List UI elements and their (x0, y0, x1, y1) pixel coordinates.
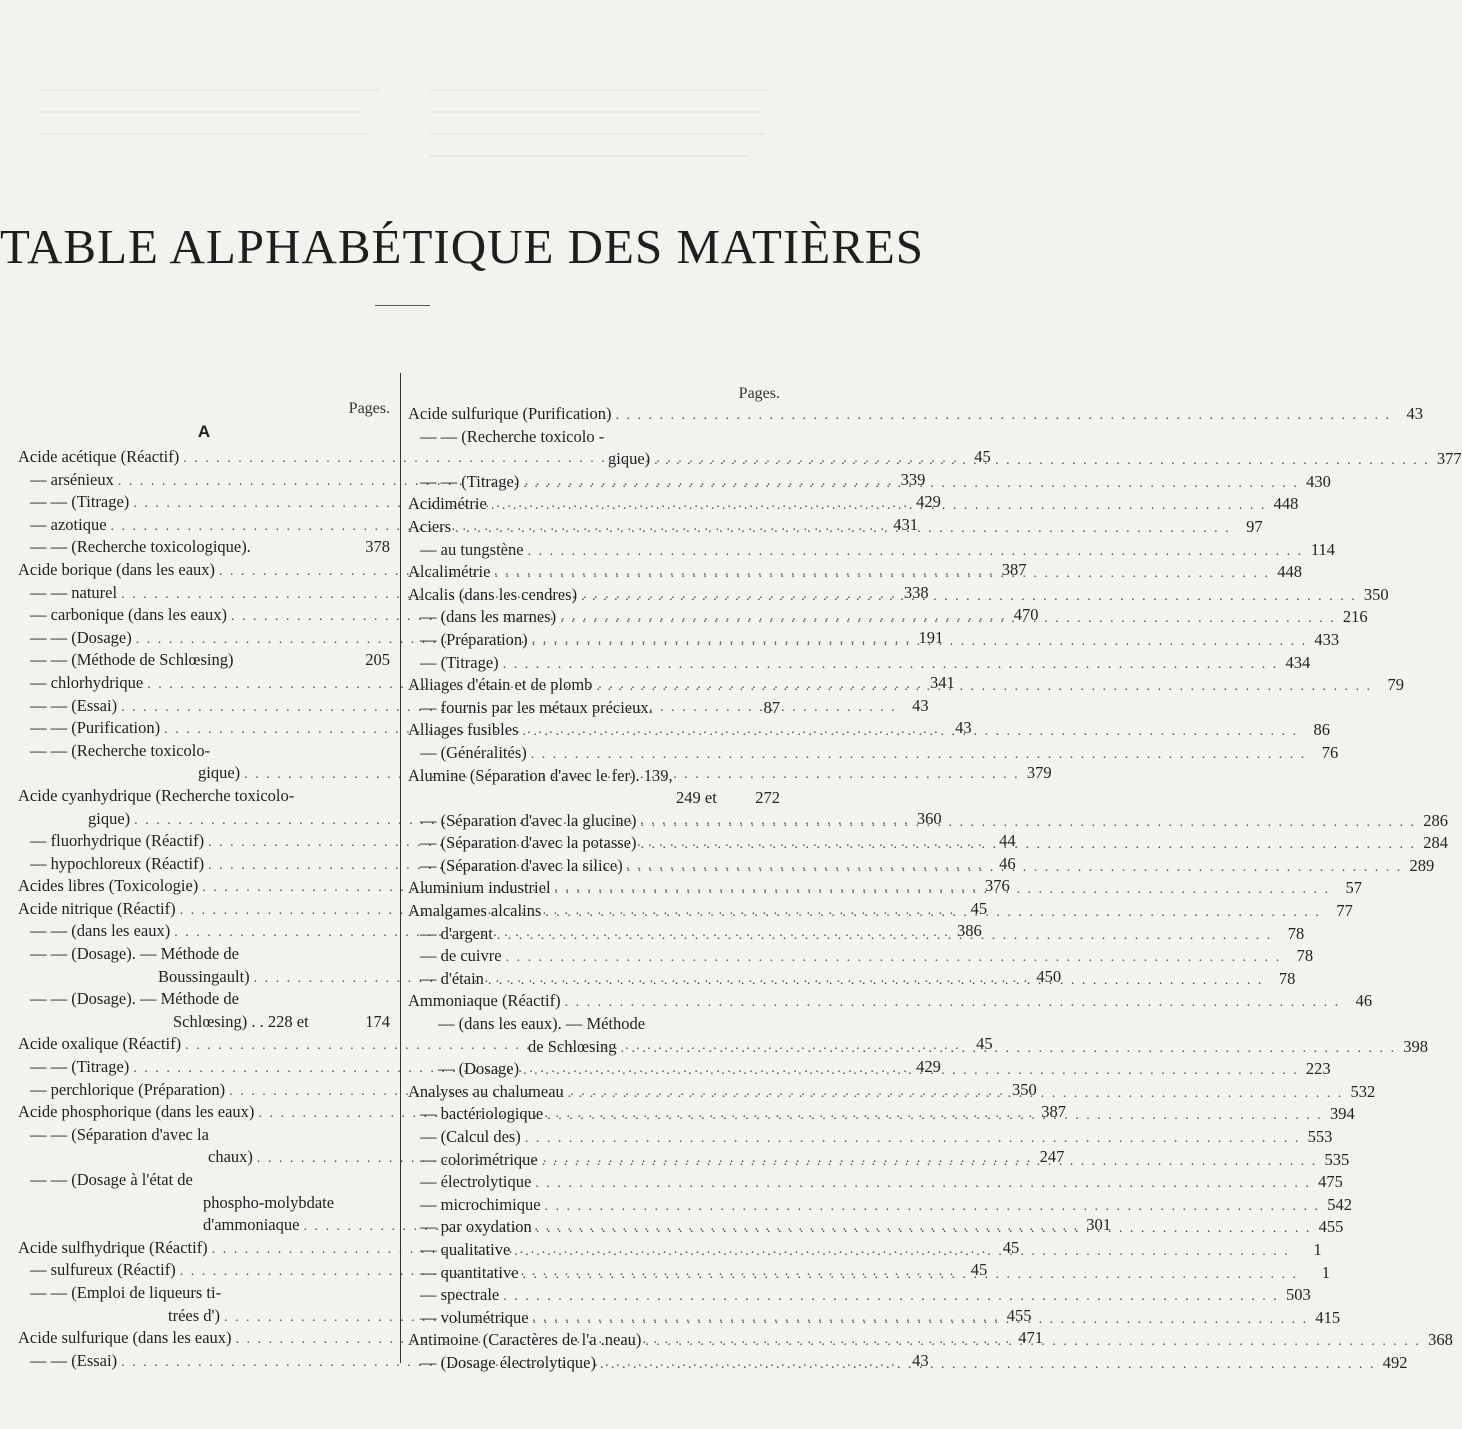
page-number: 394 (1330, 1104, 1355, 1124)
page-number: 378 (365, 537, 390, 557)
entry-text: — électrolytique (420, 1172, 532, 1192)
entry-text: Alumine (Séparation d'avec le fer). 139, (408, 765, 673, 785)
entry-text: — — (Essai) (30, 1350, 118, 1370)
page-number: 272 (755, 788, 780, 808)
entry-text: Acide sulfurique (Purification) (408, 404, 612, 423)
entry-text: Alliages fusibles (408, 720, 519, 740)
dot-leader (547, 1105, 1323, 1128)
page-number: 45 (976, 1034, 993, 1054)
page-number: 448 (1277, 562, 1302, 582)
dot-leader (581, 586, 1357, 609)
entry-text: — — (dans les eaux) (30, 921, 171, 941)
entry-text: — sulfureux (Réactif) (30, 1260, 176, 1280)
entry-text: de Schlœsing (528, 1036, 617, 1056)
page-number: 301 (1086, 1215, 1111, 1235)
page-title: TABLE ALPHABÉTIQUE DES MATIÈRES (0, 219, 925, 274)
entry-text: — arsénieux (30, 469, 114, 489)
page-number: 455 (1318, 1217, 1344, 1237)
index-entry (18, 649, 390, 672)
entry-text: trées d') (168, 1305, 220, 1325)
page-number: 379 (1026, 763, 1052, 783)
entry-text: — — (Méthode de Schlœsing) (30, 650, 234, 670)
page-number: 114 (1310, 539, 1336, 559)
entry-text: — volumétrique (420, 1307, 529, 1327)
entry-text: Acide cyanhydrique (Recherche toxicolo- (18, 785, 295, 805)
entry-text: Acide acétique (Réactif) (18, 447, 180, 466)
entry-text: — (Séparation d'avec la silice) (420, 855, 623, 875)
page-number: 434 (1285, 652, 1311, 672)
page-number: 475 (1318, 1172, 1343, 1192)
page-number: 350 (1363, 584, 1389, 604)
page-number: 46 (999, 853, 1016, 873)
entry-text: — hypochloreux (Réactif) (30, 853, 205, 873)
dot-leader (535, 1173, 1311, 1196)
entry-text: — au tungstène (420, 539, 524, 559)
page-number: 45 (974, 447, 991, 466)
page-number: 503 (1286, 1285, 1311, 1305)
entry-text: — — (Recherche toxicolo - (420, 426, 605, 446)
entry-text: gique) (88, 808, 131, 828)
page-number: 46 (1355, 991, 1373, 1011)
dot-leader (523, 1264, 1299, 1287)
page-number: 86 (1313, 720, 1330, 740)
entry-text: Antimoine (Caractères de l'a .neau) (408, 1330, 642, 1350)
page-number: 387 (1041, 1102, 1066, 1122)
dot-leader (654, 450, 1430, 473)
page-number: 1 (1313, 1239, 1322, 1259)
dot-leader (533, 1309, 1309, 1332)
page-number: 360 (916, 808, 942, 828)
entry-text: — — naturel (30, 582, 118, 602)
page-number: 350 (1011, 1079, 1037, 1099)
dot-leader (528, 541, 1304, 564)
entry-text: — — (Dosage) (30, 627, 132, 647)
entry-text: Acide nitrique (Réactif) (18, 898, 176, 918)
page-number: 87 (763, 697, 780, 717)
dot-leader (506, 947, 1282, 970)
page-number: 247 (1039, 1147, 1065, 1167)
entry-text: — — (Dosage à l'état de (30, 1170, 193, 1189)
entry-text: gique) (198, 763, 241, 783)
entry-text: Alcalimétrie (408, 562, 491, 582)
entry-text: — — (Titrage) (30, 1057, 130, 1077)
index-entry (18, 1124, 390, 1147)
dot-leader (600, 1354, 1376, 1377)
pages-label: Pages. (738, 385, 780, 402)
index-entry (408, 1013, 780, 1036)
entry-text: — par oxydation (420, 1217, 532, 1237)
page-number: 43 (1406, 404, 1423, 423)
index-entry (18, 1011, 390, 1034)
entry-text: Alcalis (dans les cendres) (408, 584, 578, 604)
page-number: 77 (1336, 901, 1353, 921)
page-number: 45 (970, 1260, 988, 1280)
page-number: 97 (1246, 516, 1263, 536)
index-entry (408, 403, 1423, 426)
entry-text: gique) (608, 449, 651, 469)
entry-text: Aciers (408, 516, 452, 536)
index-entry (18, 740, 390, 763)
dot-leader (531, 744, 1307, 767)
page-number: 429 (916, 492, 941, 512)
dot-leader (620, 1038, 1396, 1061)
dot-leader (497, 925, 1273, 948)
dot-leader (555, 879, 1331, 902)
entry-text: — carbonique (dans les eaux) (30, 605, 228, 625)
dot-leader (491, 495, 1267, 518)
entry-text: — fournis par les métaux précieux. (420, 697, 653, 717)
entry-text: Amalgames alcalins (408, 901, 542, 921)
index-entry (408, 787, 780, 810)
entry-text: — (Calcul des) (420, 1127, 521, 1146)
page-number: 44 (999, 831, 1016, 851)
entry-text: Acide oxalique (Réactif) (18, 1034, 182, 1054)
entry-text: — fluorhydrique (Réactif) (30, 831, 205, 851)
dot-leader (640, 834, 1416, 857)
entry-text: Acide sulfurique (dans les eaux) (18, 1328, 232, 1348)
page-number: 377 (1436, 449, 1462, 469)
page-number: 43 (912, 695, 929, 715)
page-number: 1 (1321, 1262, 1331, 1282)
page-number: 45 (1002, 1237, 1020, 1257)
page-number: 78 (1278, 968, 1296, 988)
entry-text: — — (Titrage) (420, 471, 520, 491)
page-number: 492 (1382, 1352, 1408, 1372)
entry-text: Boussingault) (158, 966, 250, 986)
index-entry (408, 1194, 1353, 1217)
page-number: 78 (1287, 923, 1305, 943)
page-number: 57 (1345, 878, 1363, 898)
entry-text: — (Dosage) (438, 1059, 520, 1079)
page-number: 471 (1018, 1328, 1044, 1348)
page-number: 43 (955, 718, 972, 738)
entry-text: — (dans les eaux). — Méthode (438, 1014, 646, 1034)
entry-text: — perchlorique (Préparation) (30, 1079, 226, 1099)
entry-text: — (Séparation d'avec la potasse) (420, 833, 637, 853)
index-entry (408, 945, 1314, 968)
dot-leader (568, 1083, 1344, 1106)
entry-text: — d'argent (420, 923, 493, 943)
dot-leader (565, 992, 1341, 1015)
entry-text: — — (Séparation d'avec la (30, 1124, 209, 1144)
page-number: 284 (1423, 833, 1448, 853)
page-number: 387 (1001, 559, 1027, 579)
page-number: 470 (1013, 605, 1039, 625)
entry-text: — chlorhydrique (30, 672, 144, 692)
index-entry (18, 785, 390, 808)
page-number: 535 (1324, 1149, 1350, 1169)
index-entry (408, 1284, 1311, 1307)
index-entry (408, 426, 780, 449)
dot-leader (596, 676, 1372, 699)
index-entry (408, 990, 1373, 1013)
dot-leader (522, 721, 1298, 744)
dot-leader (455, 518, 1231, 541)
entry-text: — — (Purification) (30, 718, 161, 738)
dot-leader (545, 1196, 1321, 1219)
page-number: 415 (1315, 1307, 1341, 1327)
entry-text: Acide sulfhydrique (Réactif) (18, 1237, 208, 1257)
page-number: 429 (916, 1057, 941, 1077)
page-number: 78 (1296, 946, 1314, 966)
dot-leader (532, 631, 1308, 654)
dot-leader (523, 1060, 1299, 1083)
entry-text: Alliages d'étain et de plomb (408, 675, 593, 695)
dot-leader (536, 1218, 1312, 1241)
page-number: 76 (1321, 742, 1339, 762)
entry-text: phospho-molybdate (203, 1192, 335, 1212)
section-letter: A (197, 422, 211, 441)
index-entry (18, 1192, 390, 1215)
page-number: 542 (1327, 1194, 1353, 1214)
page-number: 553 (1307, 1127, 1333, 1146)
page-number: 79 (1387, 675, 1404, 695)
title-rule (375, 305, 430, 306)
dot-leader (545, 902, 1321, 925)
page-number: 368 (1428, 1330, 1453, 1350)
page-number: 223 (1305, 1059, 1331, 1079)
dot-leader (560, 608, 1336, 631)
entry-text: — (dans les marnes) (420, 607, 557, 627)
entry-text: — qualitative (420, 1239, 511, 1259)
index-entry (18, 536, 390, 559)
dot-leader (503, 654, 1279, 677)
page-number: 376 (985, 876, 1010, 896)
dot-leader (525, 1128, 1301, 1151)
index-entry (18, 988, 390, 1011)
index-entry (408, 1126, 1333, 1149)
page-number: 448 (1273, 494, 1299, 514)
page-number: 430 (1306, 471, 1331, 491)
page-number: 338 (903, 582, 929, 602)
show-through-texture (0, 50, 800, 210)
index-entry (18, 1169, 390, 1192)
entry-text: — — (Emploi de liqueurs ti- (30, 1282, 222, 1302)
entry-text: — — (Recherche toxicolo- (30, 740, 211, 760)
index-entry (408, 765, 780, 788)
dot-leader (523, 473, 1299, 496)
page-number: 43 (912, 1350, 929, 1370)
entry-text: — spectrale (420, 1285, 500, 1305)
entry-text: — (Préparation) (420, 629, 528, 649)
entry-text: Acides libres (Toxicologie) (18, 876, 199, 896)
entry-text: — microchimique (420, 1194, 541, 1214)
page-number: 433 (1314, 629, 1340, 649)
index-entry (408, 1171, 1343, 1194)
entry-text: — azotique (30, 514, 107, 534)
index-entry (408, 652, 1311, 675)
page-number: 455 (1006, 1305, 1032, 1325)
entry-text: — colorimétrique (420, 1149, 538, 1169)
entry-text: — bactériologique (420, 1104, 544, 1124)
dot-leader (494, 563, 1270, 586)
index-entry (18, 943, 390, 966)
entry-text: — — (Recherche toxicologique). (30, 537, 251, 557)
entry-text: Acide borique (dans les eaux) (18, 559, 216, 579)
entry-text: — — (Essai) (30, 695, 118, 715)
index-entry (18, 1282, 390, 1305)
entry-text: 249 et (676, 788, 717, 808)
entry-text: Acidimétrie (408, 494, 487, 514)
page-number: 341 (929, 672, 955, 692)
entry-text: d'ammoniaque (203, 1215, 300, 1235)
entry-text: chaux) (208, 1147, 253, 1167)
index-entry (408, 697, 780, 720)
dot-leader (514, 1241, 1290, 1264)
entry-text: — d'étain (420, 968, 484, 988)
pages-label: Pages. (348, 400, 390, 417)
page-number: 174 (365, 1011, 390, 1031)
entry-text: Schlœsing) . . 228 et (173, 1011, 309, 1031)
index-entry (408, 742, 1339, 765)
entry-text: — (Titrage) (420, 652, 499, 672)
dot-leader (627, 857, 1403, 880)
entry-text: — quantitative (420, 1262, 519, 1282)
entry-text: Analyses au chalumeau (408, 1081, 564, 1101)
page-number: 386 (956, 921, 982, 941)
index-entry (408, 539, 1336, 562)
page-number: 450 (1036, 966, 1062, 986)
entry-text: — (Généralités) (420, 742, 527, 762)
dot-leader (542, 1151, 1318, 1174)
page-number: 45 (970, 898, 988, 918)
dot-leader (488, 970, 1264, 993)
entry-text: — (Dosage électrolytique) (420, 1352, 596, 1372)
entry-text: — — (Dosage). — Méthode de (30, 944, 239, 964)
page-number: 431 (893, 514, 919, 534)
page-number: 289 (1409, 855, 1435, 875)
dot-leader (645, 1331, 1421, 1354)
entry-text: — de cuivre (420, 946, 502, 966)
page-number: 339 (900, 469, 926, 489)
entry-text: Aluminium industriel (408, 878, 551, 898)
page-number: 191 (918, 627, 944, 647)
dot-leader (615, 405, 1391, 428)
page-number: 205 (365, 650, 390, 670)
page-number: 532 (1350, 1081, 1376, 1101)
entry-text: — — (Dosage). — Méthode de (30, 989, 239, 1009)
entry-text: — (Séparation d'avec la glucine) (420, 810, 637, 830)
page-number: 398 (1403, 1036, 1428, 1056)
page-number: 286 (1423, 810, 1448, 830)
entry-text: Ammoniaque (Réactif) (408, 991, 561, 1011)
entry-text: — — (Titrage) (30, 492, 130, 512)
dot-leader (503, 1286, 1279, 1309)
page-number: 216 (1342, 607, 1368, 627)
dot-leader (640, 812, 1416, 835)
entry-text: Acide phosphorique (dans les eaux) (18, 1102, 255, 1122)
